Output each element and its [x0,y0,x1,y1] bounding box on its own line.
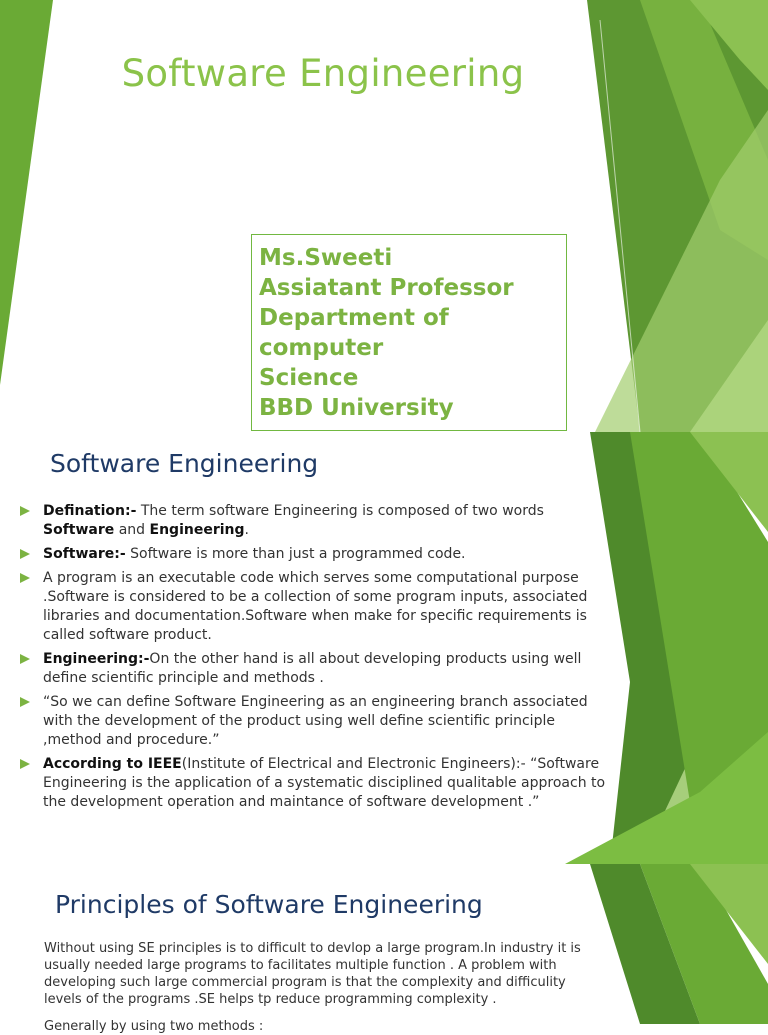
bullet-definition: Defination:- The term software Engineering is composed of two words Software and Engineering. [20,502,610,540]
presenter-role: Assiatant Professor [259,275,514,301]
presenter-name: Ms.Sweeti [259,245,393,271]
presenter-university: BBD University [259,395,454,421]
bullet-program: A program is an executable code which serves some computational purpose .Software is considered to be a collection of some program inputs, associated libraries and documentation.Software when make for specific requirements is called software product. [20,569,610,645]
arrow-bullet-icon [20,697,30,707]
presenter-department: Department of computer [259,305,449,361]
bullet-quote: “So we can define Software Engineering as an engineering branch associated with the development of the product using well define scientific principle ,method and procedure.” [20,693,610,750]
slide3-title: Principles of Software Engineering [55,890,483,919]
arrow-bullet-icon [20,573,30,583]
arrow-bullet-icon [20,549,30,559]
slide1-title: Software Engineering [121,52,525,95]
principles-paragraph-cut: Generally by using two methods : [44,1019,264,1034]
bullet-engineering: Engineering:-On the other hand is all about developing products using well define scientific principle and methods . [20,650,610,688]
arrow-bullet-icon [20,759,30,769]
principles-paragraph: Without using SE principles is to difficult to devlop a large program.In industry it is usually needed large programs to facilitates multiple function . A problem with developing such large commercial program is that the complexity and difficulity levels of the programs .SE helps tp reduce programming complexity . [44,941,581,1007]
presenter-info-box [251,234,567,431]
definition-bullet-list [20,502,610,817]
slide2-title: Software Engineering [50,449,319,478]
definition-slide [0,432,768,864]
bullet-ieee: According to IEEE(Institute of Electrical and Electronic Engineers):- “Software Engineering is the application of a systematic disciplined qualitable approach to the development operation and maintance of software development .” [20,755,610,812]
bullet-software: Software:- Software is more than just a programmed code. [20,545,610,564]
arrow-bullet-icon [20,506,30,516]
arrow-bullet-icon [20,654,30,664]
principles-slide [0,864,768,1034]
title-slide [0,0,768,432]
presenter-department-cont: Science [259,365,359,391]
